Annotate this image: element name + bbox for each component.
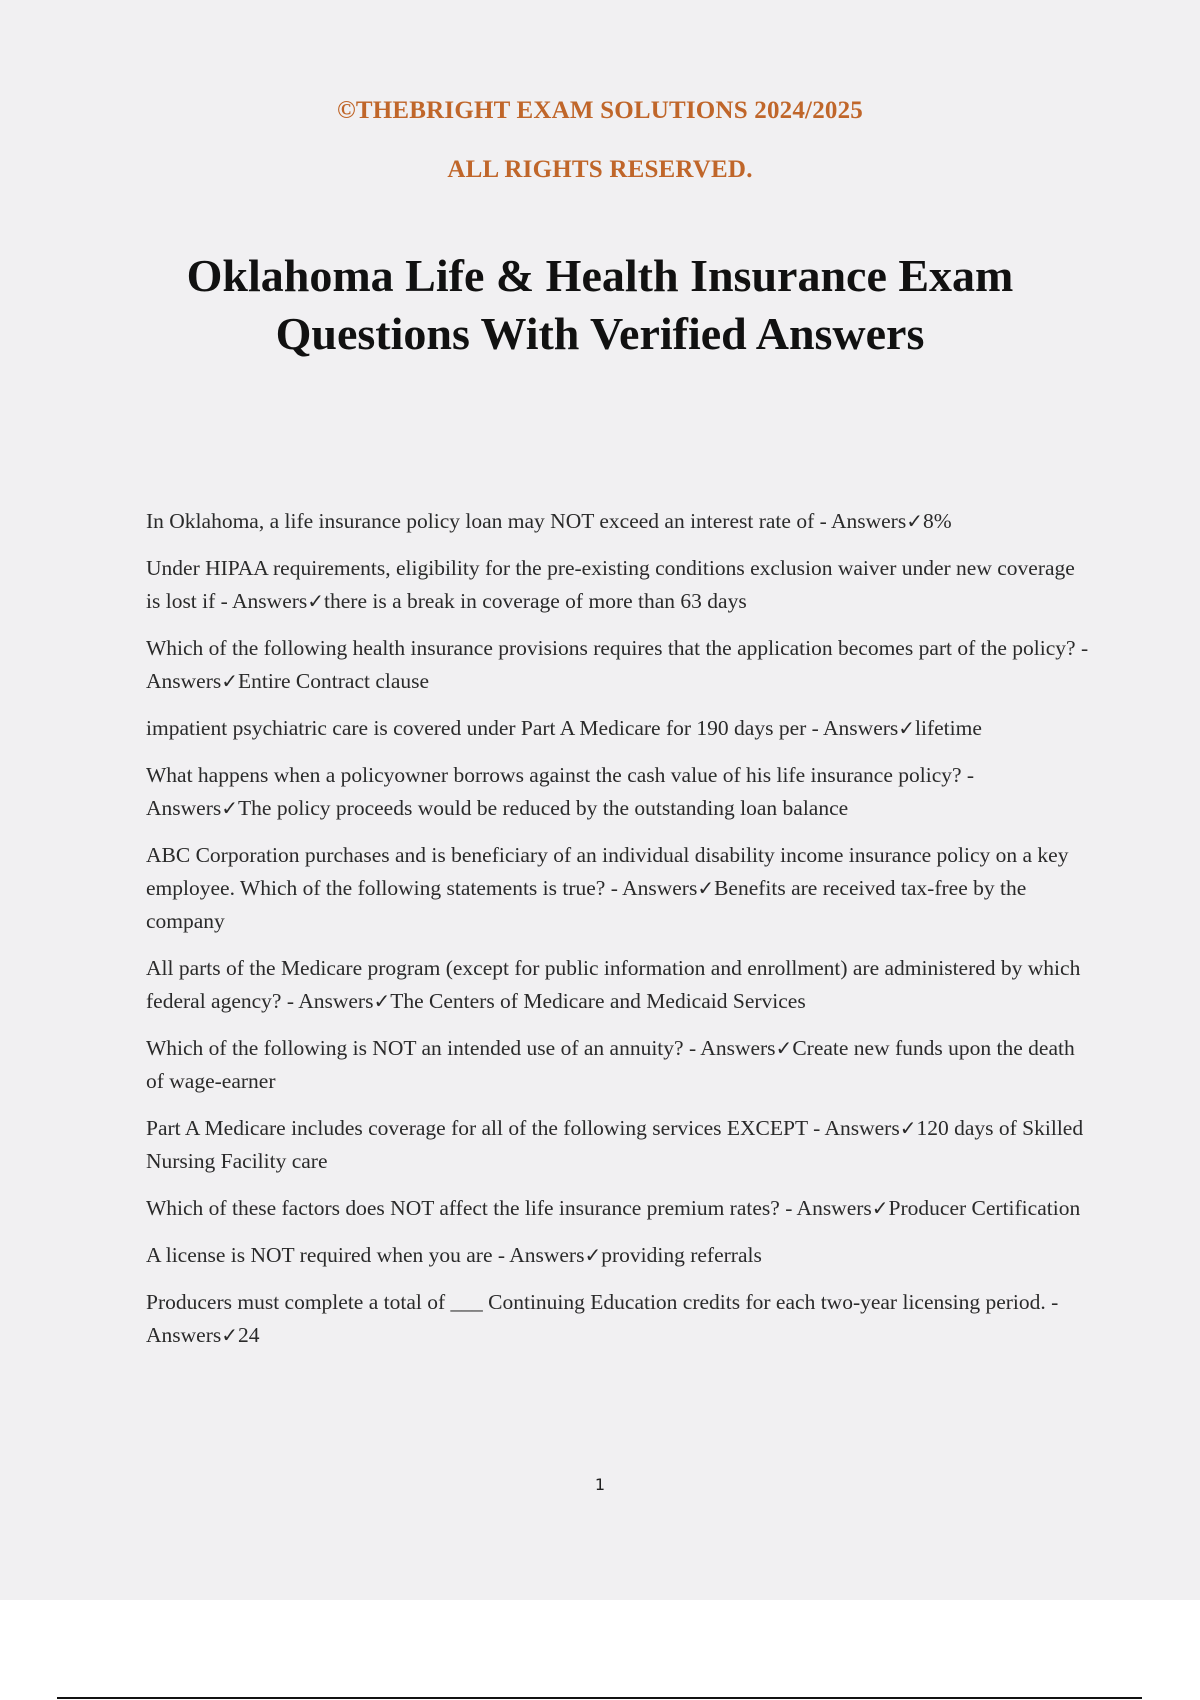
next-page-divider [57, 1697, 1142, 1699]
page-number: 1 [594, 1475, 606, 1494]
qa-item [146, 632, 1092, 698]
question-text: Which of the following is NOT an intended use of an annuity? [146, 1036, 684, 1060]
check-icon: ✓ [307, 589, 325, 613]
answer-text: The policy proceeds would be reduced by the outstanding loan balance [238, 796, 849, 820]
answer-text: Producer Certification [888, 1196, 1081, 1220]
qa-item [146, 1239, 1092, 1272]
answer-text: Entire Contract clause [238, 669, 430, 693]
answer-label: - Answers [146, 636, 1089, 693]
check-icon: ✓ [221, 1323, 239, 1347]
qa-item [146, 1112, 1092, 1178]
answer-text: Benefits are received tax-free by the company [146, 876, 1027, 933]
answer-label: - Answers [281, 989, 374, 1013]
check-icon: ✓ [898, 716, 916, 740]
question-text: Which of these factors does NOT affect the life insurance premium rates? [146, 1196, 780, 1220]
check-icon: ✓ [775, 1036, 793, 1060]
answer-label: - Answers [807, 1116, 900, 1140]
answer-text: 8% [922, 509, 952, 533]
answer-label: - Answers [683, 1036, 776, 1060]
answer-text: providing referrals [601, 1243, 762, 1267]
rights-reserved-header: ALL RIGHTS RESERVED. [447, 156, 753, 183]
qa-item [146, 759, 1092, 825]
document-title [0, 247, 1200, 363]
answer-text: there is a break in coverage of more than 63 days [324, 589, 747, 613]
answer-text: The Centers of Medicare and Medicaid Services [390, 989, 806, 1013]
qa-item [146, 1032, 1092, 1098]
answer-text: Create new funds upon the death of wage-earner [146, 1036, 1075, 1093]
question-text: Producers must complete a total of ___ Continuing Education credits for each two-year licensing period. [146, 1290, 1046, 1314]
question-text: All parts of the Medicare program (except for public information and enrollment) are administered by which federal agency? [146, 956, 1081, 1013]
check-icon: ✓ [373, 989, 391, 1013]
check-icon: ✓ [221, 669, 239, 693]
qa-item [146, 552, 1092, 618]
copyright-header: ©THEBRIGHT EXAM SOLUTIONS 2024/2025 [336, 97, 863, 124]
check-icon: ✓ [697, 876, 715, 900]
answer-label: - Answers [146, 763, 975, 820]
answer-label: - Answers [779, 1196, 872, 1220]
title-line-2: Questions With Verified Answers [275, 308, 925, 359]
question-text: What happens when a policyowner borrows against the cash value of his life insurance policy? [146, 763, 962, 787]
check-icon: ✓ [906, 509, 923, 533]
question-text: A license is NOT required when you are [146, 1243, 493, 1267]
answer-text: lifetime [915, 716, 982, 740]
qa-item [146, 952, 1092, 1018]
check-icon: ✓ [871, 1196, 889, 1220]
question-text: ABC Corporation purchases and is beneficiary of an individual disability income insurance policy on a key employee. Which of the following statements is true? [146, 843, 1069, 900]
answer-label: - Answers [215, 589, 308, 613]
title-line-1: Oklahoma Life & Health Insurance Exam [186, 250, 1014, 301]
qa-item [146, 1286, 1092, 1352]
check-icon: ✓ [899, 1116, 917, 1140]
question-text: In Oklahoma, a life insurance policy loan may NOT exceed an interest rate of [146, 509, 815, 533]
check-icon: ✓ [584, 1243, 602, 1267]
question-text: Part A Medicare includes coverage for all of the following services EXCEPT [146, 1116, 808, 1140]
answer-label: - Answers [806, 716, 899, 740]
answer-label: - Answers [605, 876, 698, 900]
check-icon: ✓ [221, 796, 239, 820]
qa-item [146, 839, 1092, 938]
qa-item [146, 712, 1092, 745]
qa-item [146, 505, 1092, 538]
question-text: Under HIPAA requirements, eligibility for the pre-existing conditions exclusion waiver under new coverage is lost if [146, 556, 1075, 613]
answer-label: - Answers [492, 1243, 585, 1267]
answer-text: 24 [238, 1323, 260, 1347]
question-text: Which of the following health insurance provisions requires that the application becomes part of the policy? [146, 636, 1076, 660]
answer-label: - Answers [814, 509, 907, 533]
qa-item [146, 1192, 1092, 1225]
question-answer-list [146, 505, 1092, 1366]
answer-label: - Answers [146, 1290, 1059, 1347]
answer-text: 120 days of Skilled Nursing Facility care [146, 1116, 1084, 1173]
question-text: impatient psychiatric care is covered under Part A Medicare for 190 days per [146, 716, 807, 740]
